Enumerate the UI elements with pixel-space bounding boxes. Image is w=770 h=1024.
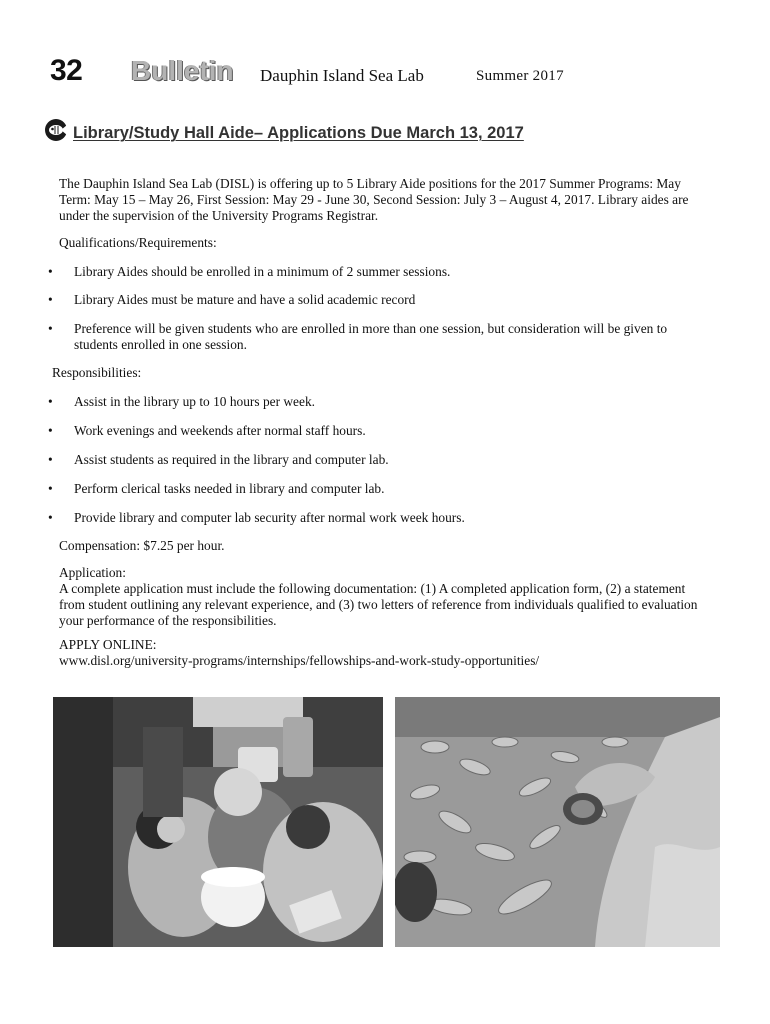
qualifications-heading: Qualifications/Requirements: <box>59 235 217 250</box>
photo-right-illustration <box>395 697 720 947</box>
compensation-line: Compensation: $7.25 per hour. <box>59 538 225 553</box>
page-number: 32 <box>50 54 83 87</box>
fish-catch-photo <box>395 697 720 947</box>
bullet-icon: • <box>48 394 53 409</box>
application-heading: Application: <box>59 565 126 580</box>
responsibilities-heading: Responsibilities: <box>52 365 142 380</box>
bullet-icon: • <box>48 510 53 525</box>
apply-online-link[interactable]: www.disl.org/university-programs/internships/fellowships-and-work-study-opportunities/ <box>59 653 540 668</box>
issue-label: Summer 2017 <box>476 68 564 84</box>
article-title-row <box>44 118 644 150</box>
bullet-icon: • <box>48 292 53 307</box>
bullet-icon: • <box>48 452 53 467</box>
application-paragraph: A complete application must include the following documentation: (1) A completed application form, (2) a statement from student outlining any relevant experience, and (3) two letters of reference from individuals qualified to evaluation your performance of the responsibilities. <box>59 581 698 628</box>
organization-name: Dauphin Island Sea Lab <box>260 66 424 85</box>
bullet-icon: • <box>48 321 53 336</box>
bullet-icon: • <box>48 264 53 279</box>
fish-icon <box>44 118 70 142</box>
photo-left-illustration <box>53 697 383 947</box>
article-title: Library/Study Hall Aide– Applications Due March 13, 2017 <box>73 124 524 142</box>
bullet-icon: • <box>48 481 53 496</box>
apply-online-heading: APPLY ONLINE: <box>59 637 157 652</box>
bullet-icon: • <box>48 423 53 438</box>
students-sorting-sample-photo <box>53 697 383 947</box>
intro-paragraph: The Dauphin Island Sea Lab (DISL) is offering up to 5 Library Aide positions for the 2017 Summer Programs: May Term: May 15 – May 26, First Session: May 29 - June 30, Second Session: July 3 – August 4, 2017. Library aides are under the supervision of the University Programs Registrar. <box>59 176 689 223</box>
bulletin-masthead: Bulletin <box>131 55 234 86</box>
